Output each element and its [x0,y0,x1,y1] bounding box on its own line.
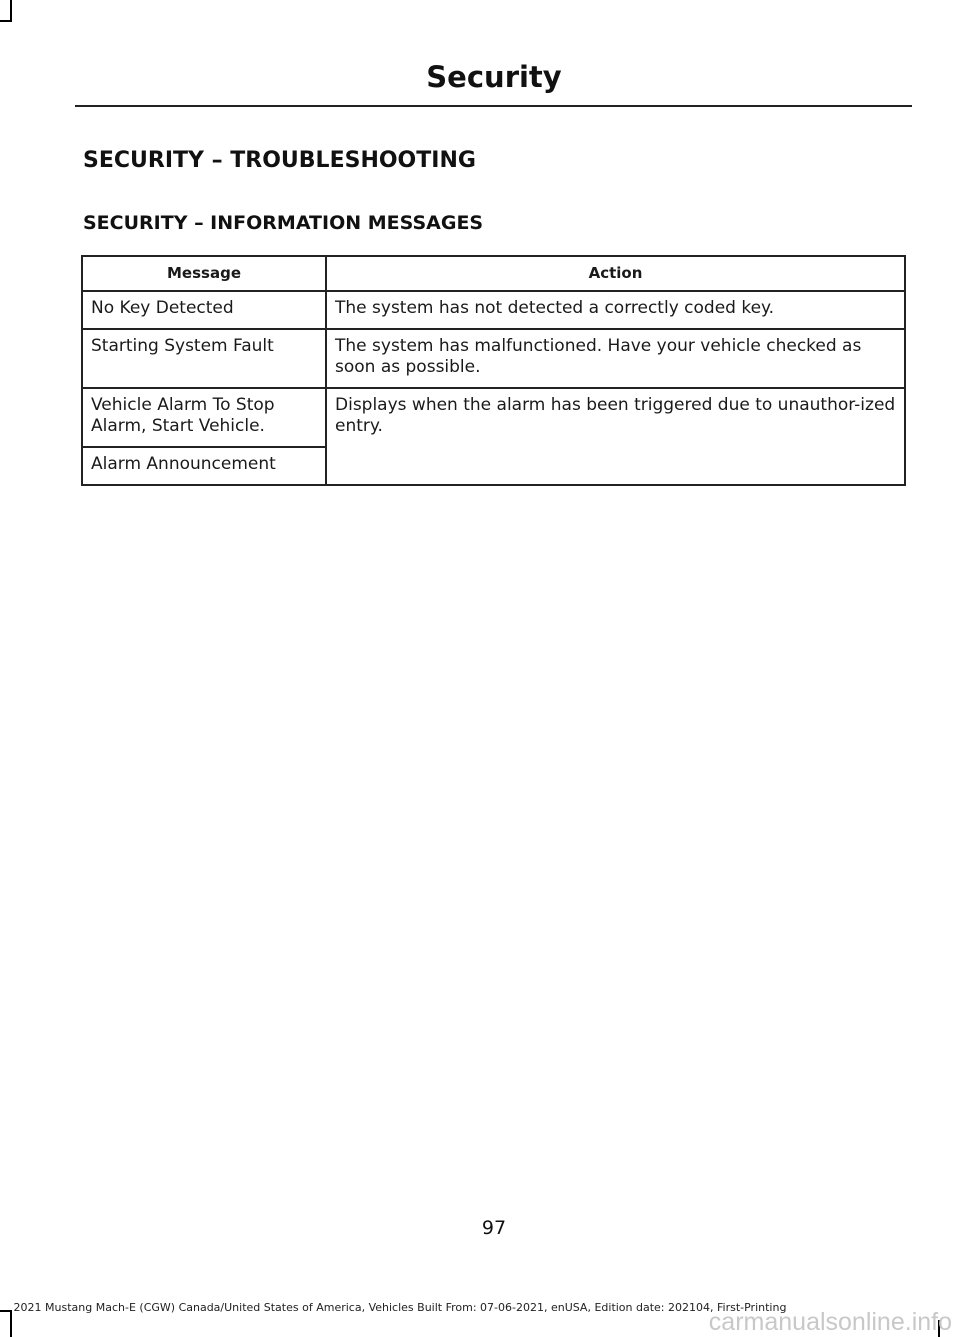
table-row [82,388,905,447]
action-cell: Displays when the alarm has been triggered due to unauthor-ized entry. [326,388,905,485]
crop-mark-top-left-h [0,20,12,22]
table-row [82,329,905,388]
footer-text: 2021 Mustang Mach-E (CGW) Canada/United States of America, Vehicles Built From: 07-06-2021, enUSA, Edition date: 202104, First-Printing [13,1301,787,1314]
message-cell: No Key Detected [82,291,326,329]
page-number: 97 [481,1217,507,1239]
table-row [82,291,905,329]
table-header-row [82,256,905,291]
header-divider [75,105,912,107]
column-header-message: Message [82,256,326,291]
information-messages-table [81,255,906,486]
crop-mark-bottom-left [10,1310,12,1337]
action-cell: The system has malfunctioned. Have your vehicle checked as soon as possible. [326,329,905,388]
section-heading: SECURITY – TROUBLESHOOTING [83,148,476,173]
message-cell: Starting System Fault [82,329,326,388]
action-cell: The system has not detected a correctly coded key. [326,291,905,329]
page-header-title: Security [426,60,562,94]
message-cell: Vehicle Alarm To Stop Alarm, Start Vehicle. [82,388,326,447]
message-cell: Alarm Announcement [82,447,326,485]
subsection-heading: SECURITY – INFORMATION MESSAGES [83,212,484,234]
column-header-action: Action [326,256,905,291]
watermark: carmanualsonline.info [708,1308,952,1336]
crop-mark-top-left [10,0,12,22]
